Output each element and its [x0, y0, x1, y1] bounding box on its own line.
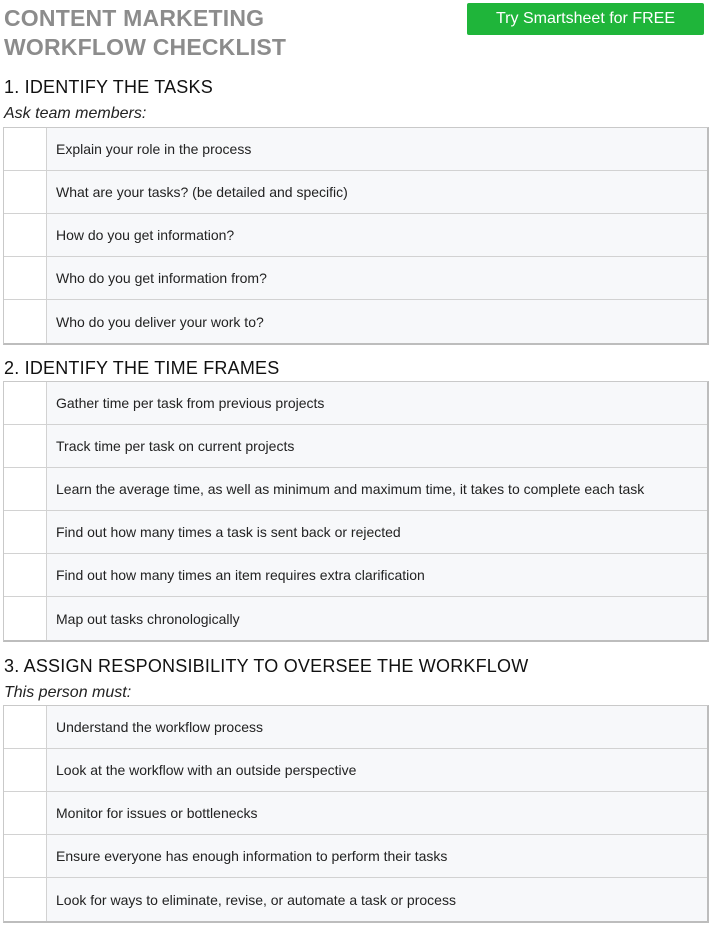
checkbox[interactable] — [4, 749, 47, 791]
checklist-item-text: Track time per task on current projects — [47, 425, 707, 467]
checklist-item-text: Gather time per task from previous projects — [47, 382, 707, 424]
checklist-row — [4, 257, 707, 300]
checkbox[interactable] — [4, 511, 47, 553]
checkbox[interactable] — [4, 300, 47, 343]
checklist-item-text: Learn the average time, as well as minimum and maximum time, it takes to complete each task — [47, 468, 707, 510]
checkbox[interactable] — [4, 597, 47, 640]
checklist-row — [4, 171, 707, 214]
checkbox[interactable] — [4, 214, 47, 256]
checklist-item-text: Who do you deliver your work to? — [47, 300, 707, 343]
checkbox[interactable] — [4, 878, 47, 921]
checkbox[interactable] — [4, 425, 47, 467]
checkbox[interactable] — [4, 835, 47, 877]
checklist-row — [4, 300, 707, 343]
checklist-item-text: What are your tasks? (be detailed and specific) — [47, 171, 707, 213]
checkbox[interactable] — [4, 706, 47, 748]
try-smartsheet-button[interactable]: Try Smartsheet for FREE — [467, 3, 704, 35]
checkbox[interactable] — [4, 792, 47, 834]
checklist-item-text: Look for ways to eliminate, revise, or automate a task or process — [47, 878, 707, 921]
checklist-row — [4, 382, 707, 425]
checkbox[interactable] — [4, 382, 47, 424]
checklist-item-text: Monitor for issues or bottlenecks — [47, 792, 707, 834]
checklist-row — [4, 128, 707, 171]
checkbox[interactable] — [4, 257, 47, 299]
checklist-row — [4, 792, 707, 835]
section-2-heading: 2. IDENTIFY THE TIME FRAMES — [4, 358, 280, 378]
checklist-row — [4, 425, 707, 468]
checklist-row — [4, 749, 707, 792]
checklist-row — [4, 835, 707, 878]
checkbox[interactable] — [4, 554, 47, 596]
checkbox[interactable] — [4, 128, 47, 170]
checklist-row — [4, 468, 707, 511]
checklist-row — [4, 597, 707, 640]
checkbox[interactable] — [4, 171, 47, 213]
checklist-item-text: Find out how many times a task is sent back or rejected — [47, 511, 707, 553]
page-title-line-1: CONTENT MARKETING — [4, 5, 265, 31]
page-title-line-2: WORKFLOW CHECKLIST — [4, 34, 287, 60]
checklist-item-text: Ensure everyone has enough information to perform their tasks — [47, 835, 707, 877]
checklist-item-text: How do you get information? — [47, 214, 707, 256]
section-1-subheading: Ask team members: — [4, 105, 147, 122]
section-2-checklist — [3, 381, 709, 642]
checklist-row — [4, 214, 707, 257]
page-title — [4, 4, 286, 62]
checklist-item-text: Look at the workflow with an outside perspective — [47, 749, 707, 791]
checklist-item-text: Who do you get information from? — [47, 257, 707, 299]
section-3-checklist — [3, 705, 709, 923]
checklist-row — [4, 511, 707, 554]
checklist-row — [4, 706, 707, 749]
checklist-row — [4, 878, 707, 921]
checklist-item-text: Find out how many times an item requires extra clarification — [47, 554, 707, 596]
checklist-row — [4, 554, 707, 597]
checklist-item-text: Explain your role in the process — [47, 128, 707, 170]
section-1-heading: 1. IDENTIFY THE TASKS — [4, 77, 213, 97]
section-3-subheading: This person must: — [4, 684, 132, 701]
section-1-checklist — [3, 127, 709, 345]
section-3-heading: 3. ASSIGN RESPONSIBILITY TO OVERSEE THE WORKFLOW — [4, 656, 529, 676]
checkbox[interactable] — [4, 468, 47, 510]
checklist-item-text: Map out tasks chronologically — [47, 597, 707, 640]
checklist-item-text: Understand the workflow process — [47, 706, 707, 748]
